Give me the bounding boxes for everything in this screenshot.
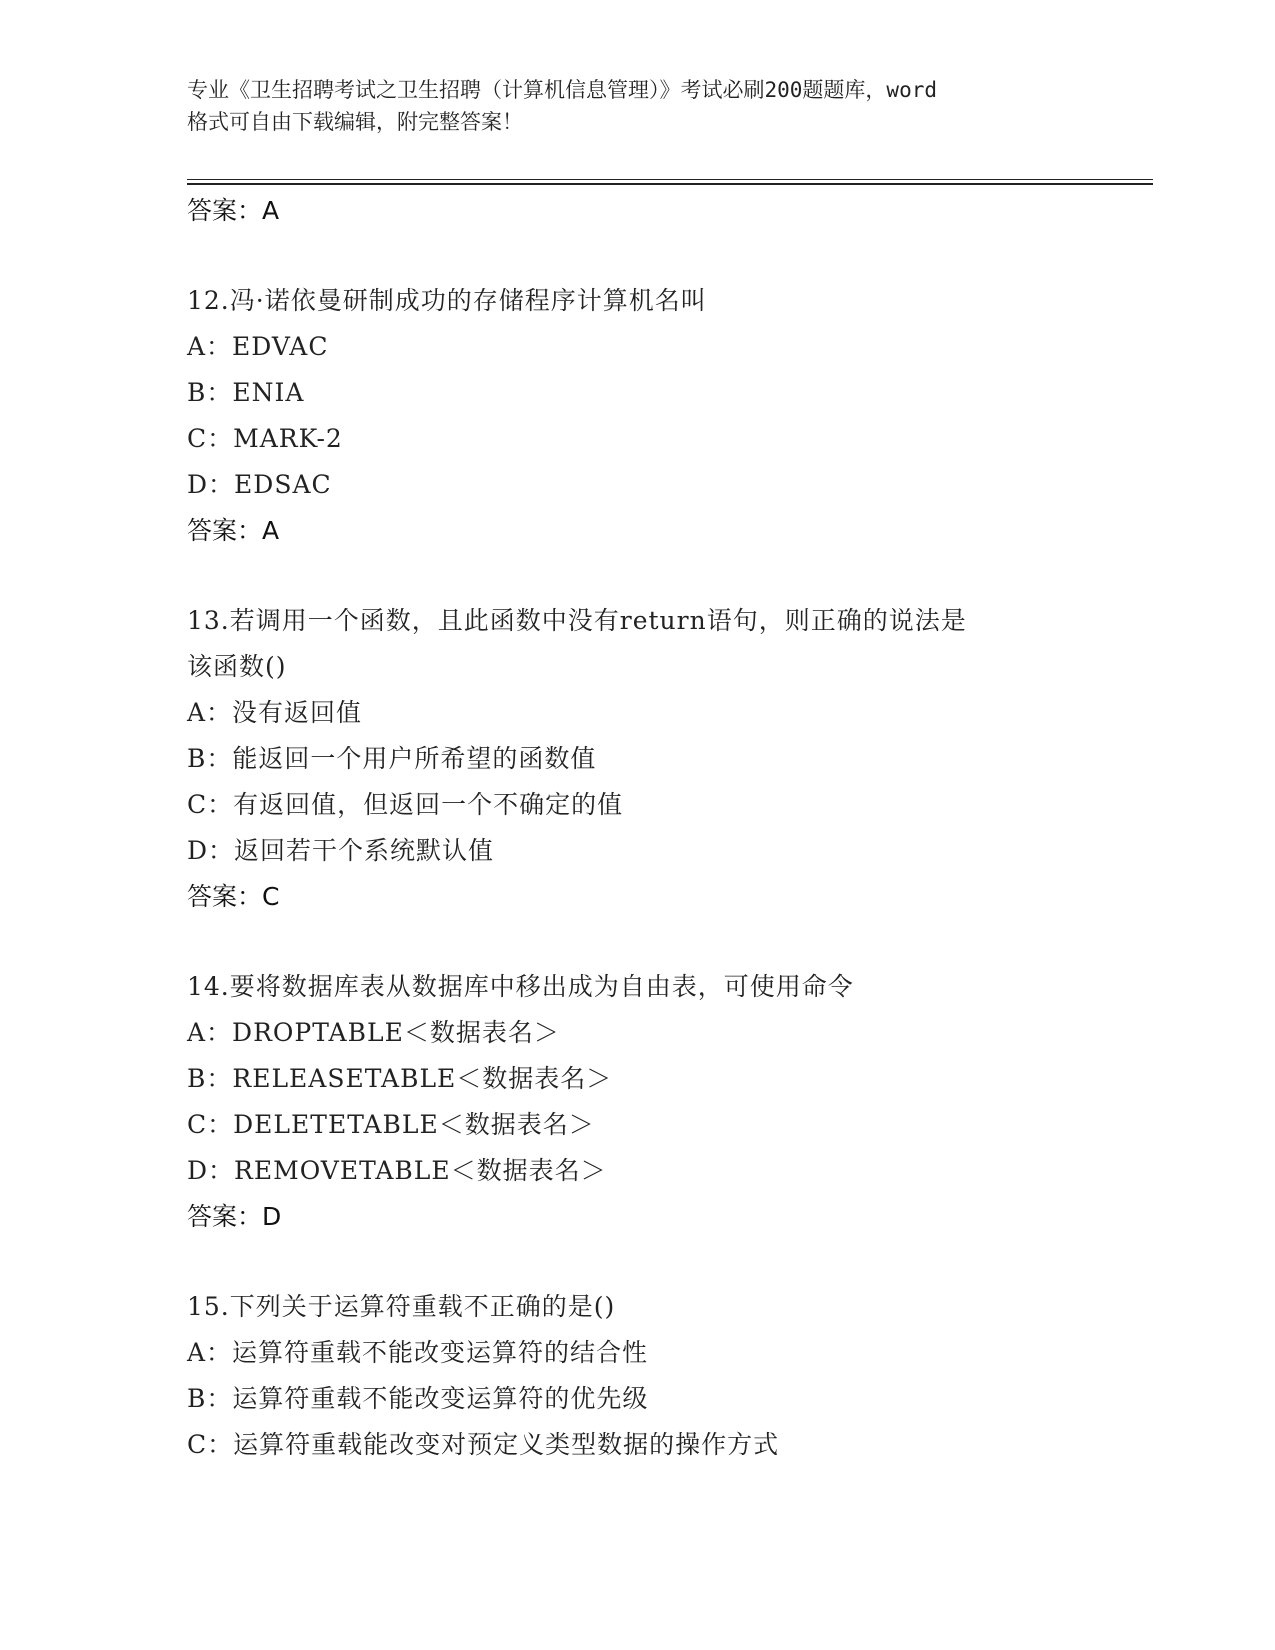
question-title-line: 15.下列关于运算符重载不正确的是() bbox=[187, 1292, 616, 1321]
question-title-line: 该函数() bbox=[187, 652, 287, 681]
question-12 bbox=[187, 278, 1087, 554]
option-b: B：RELEASETABLE＜数据表名＞ bbox=[187, 1064, 613, 1093]
option-d: D：返回若干个系统默认值 bbox=[187, 836, 495, 865]
option-a: A：DROPTABLE＜数据表名＞ bbox=[187, 1018, 560, 1047]
option-c: C：运算符重载能改变对预定义类型数据的操作方式 bbox=[187, 1430, 780, 1459]
option-a: A：运算符重载不能改变运算符的结合性 bbox=[187, 1338, 649, 1367]
header-line: 专业《卫生招聘考试之卫生招聘（计算机信息管理）》考试必刷200题题库，word bbox=[187, 78, 937, 102]
option-c: C：有返回值，但返回一个不确定的值 bbox=[187, 790, 624, 819]
document-header bbox=[187, 74, 1087, 138]
question-list bbox=[187, 188, 1087, 1468]
question-14 bbox=[187, 964, 1087, 1240]
question-title bbox=[187, 598, 1087, 690]
question-title bbox=[187, 964, 1087, 1010]
answer-line: 答案：A bbox=[187, 516, 280, 545]
option-b: B：能返回一个用户所希望的函数值 bbox=[187, 744, 597, 773]
option-b: B：ENIA bbox=[187, 378, 305, 407]
question-title-line: 14.要将数据库表从数据库中移出成为自由表，可使用命令 bbox=[187, 972, 854, 1001]
answer-line: 答案：C bbox=[187, 882, 280, 911]
option-b: B：运算符重载不能改变运算符的优先级 bbox=[187, 1384, 649, 1413]
question-title-line: 13.若调用一个函数，且此函数中没有return语句，则正确的说法是 bbox=[187, 606, 967, 635]
question-title bbox=[187, 1284, 1087, 1330]
option-c: C：DELETETABLE＜数据表名＞ bbox=[187, 1110, 595, 1139]
answer-line: 答案：D bbox=[187, 1202, 282, 1231]
question-title bbox=[187, 278, 1087, 324]
option-c: C：MARK-2 bbox=[187, 424, 343, 453]
question-13 bbox=[187, 598, 1087, 920]
option-a: A：没有返回值 bbox=[187, 698, 363, 727]
question-15 bbox=[187, 1284, 1087, 1468]
question-title-line: 12.冯·诺依曼研制成功的存储程序计算机名叫 bbox=[187, 286, 707, 315]
header-divider bbox=[187, 183, 1153, 185]
option-d: D：REMOVETABLE＜数据表名＞ bbox=[187, 1156, 607, 1185]
header-line: 格式可自由下载编辑，附完整答案！ bbox=[187, 110, 523, 134]
answer-line: 答案：A bbox=[187, 196, 280, 225]
option-d: D：EDSAC bbox=[187, 470, 332, 499]
header-divider bbox=[187, 179, 1153, 180]
option-a: A：EDVAC bbox=[187, 332, 329, 361]
